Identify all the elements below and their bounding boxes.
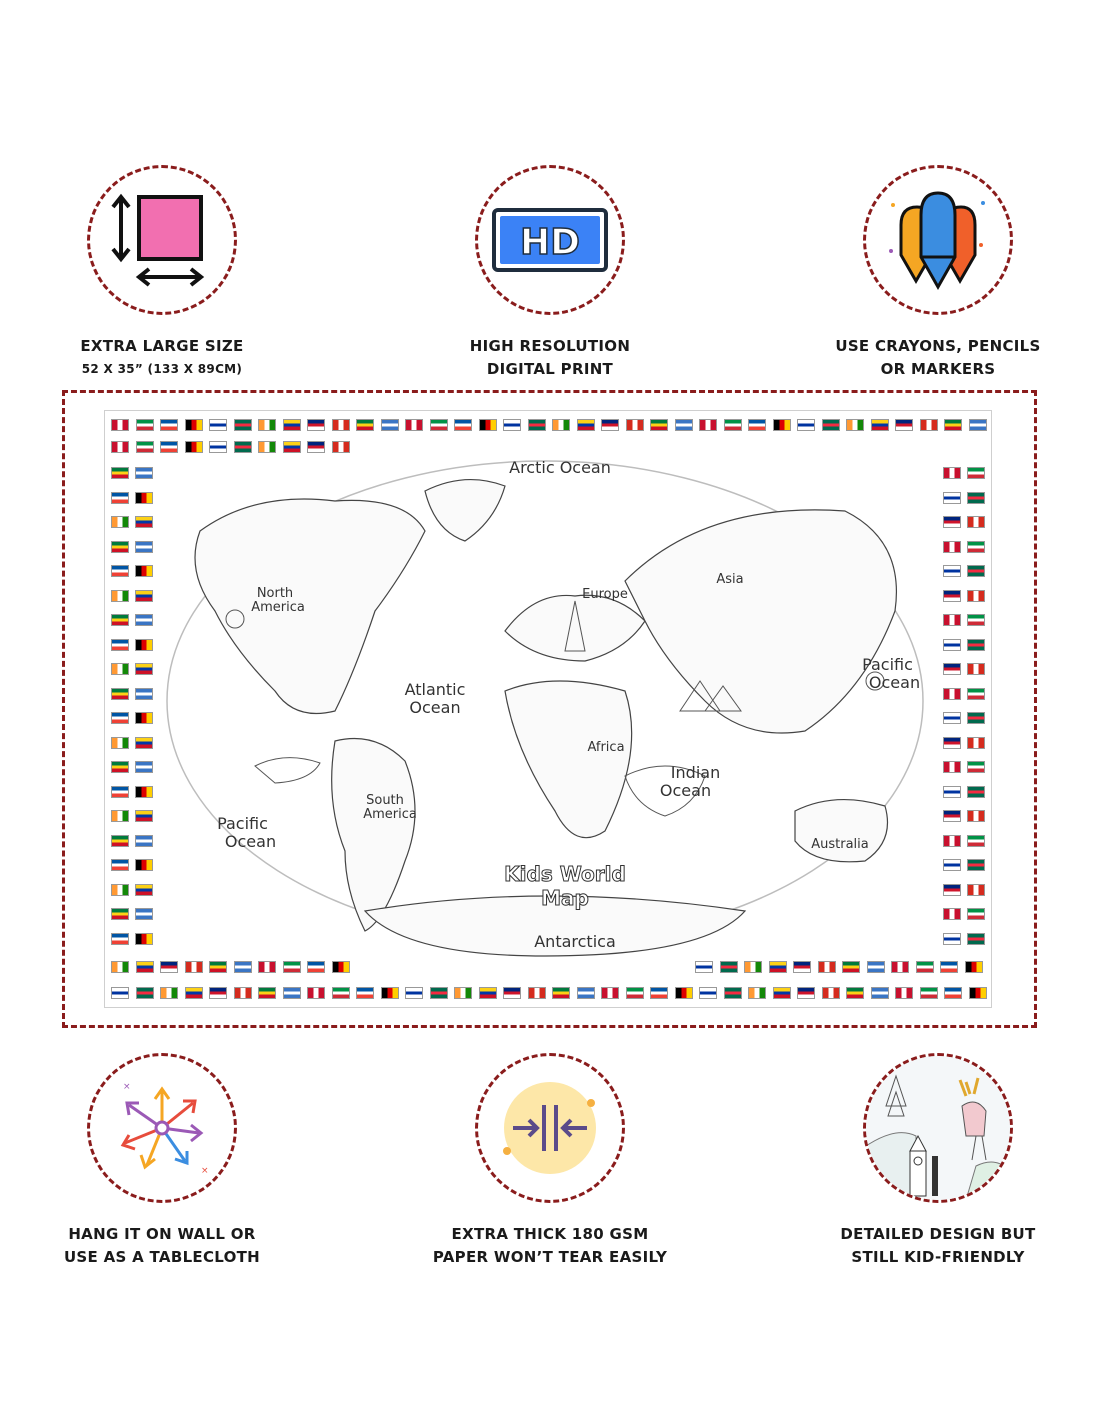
- label-atlantic-2: Ocean: [409, 698, 461, 717]
- feature-hd-line1: HIGH RESOLUTION: [469, 337, 631, 355]
- feature-size-subtitle: 52 X 35” (133 X 89CM): [81, 362, 243, 376]
- map-title: Kids World Map: [504, 862, 626, 910]
- feature-hd-circle: [475, 165, 625, 315]
- resize-square-icon: [107, 185, 217, 295]
- svg-text:×: ×: [201, 1166, 209, 1176]
- world-map-poster: [104, 410, 992, 1008]
- label-arctic-ocean: Arctic Ocean: [509, 458, 611, 477]
- label-south-america-2: America: [363, 807, 417, 822]
- feature-thick-circle: [475, 1053, 625, 1203]
- feature-thick-line1: EXTRA THICK 180 GSM: [451, 1225, 649, 1243]
- crayons-icon: [883, 185, 993, 295]
- feature-size-circle: [87, 165, 237, 315]
- map-detail-icon: [866, 1056, 1010, 1200]
- label-europe: Europe: [582, 587, 628, 602]
- feature-hang-circle: [87, 1053, 237, 1203]
- label-atlantic-1: Atlantic: [404, 680, 466, 699]
- label-pacific-west-2: Ocean: [224, 832, 277, 851]
- label-asia: Asia: [716, 572, 744, 587]
- label-pacific-east-1: Pacific: [862, 655, 913, 674]
- feature-hang-caption: [12, 1223, 312, 1269]
- label-pacific-west-1: Pacific: [217, 814, 268, 833]
- label-indian-2: Ocean: [659, 781, 712, 800]
- label-south-america-1: South: [366, 793, 404, 808]
- hd-badge-icon: [492, 208, 608, 272]
- feature-hang-line2: USE AS A TABLECLOTH: [63, 1248, 261, 1266]
- feature-crayons-line1: USE CRAYONS, PENCILS: [835, 337, 1041, 355]
- feature-design-circle: [863, 1053, 1013, 1203]
- label-antarctica: Antarctica: [534, 932, 616, 951]
- label-pacific-east-2: Ocean: [868, 673, 921, 692]
- feature-hang-line1: HANG IT ON WALL OR: [68, 1225, 256, 1243]
- compress-arrows-icon: [495, 1073, 605, 1183]
- multi-arrow-icon: [107, 1073, 217, 1183]
- world-map-drawing: [105, 411, 992, 1008]
- feature-thick-caption: [400, 1223, 700, 1269]
- label-north-america-1: North: [256, 586, 294, 601]
- feature-hd-line2: DIGITAL PRINT: [486, 360, 614, 378]
- feature-size-caption: [12, 335, 312, 381]
- svg-text:×: ×: [123, 1082, 131, 1092]
- feature-design-line1: DETAILED DESIGN BUT: [840, 1225, 1036, 1243]
- feature-design-line2: STILL KID-FRIENDLY: [851, 1248, 1025, 1266]
- feature-thick-line2: PAPER WON’T TEAR EASILY: [432, 1248, 668, 1266]
- feature-hd-caption: [400, 335, 700, 381]
- label-indian-1: Indian: [670, 763, 721, 782]
- feature-crayons-circle: [863, 165, 1013, 315]
- feature-crayons-line2: OR MARKERS: [880, 360, 996, 378]
- hd-badge-text: HD: [519, 222, 581, 263]
- label-australia: Australia: [811, 837, 869, 852]
- feature-crayons-caption: [788, 335, 1088, 381]
- label-africa: Africa: [587, 740, 625, 755]
- feature-size-title: EXTRA LARGE SIZE: [80, 337, 244, 355]
- label-north-america-2: America: [251, 600, 305, 615]
- feature-design-caption: [788, 1223, 1088, 1269]
